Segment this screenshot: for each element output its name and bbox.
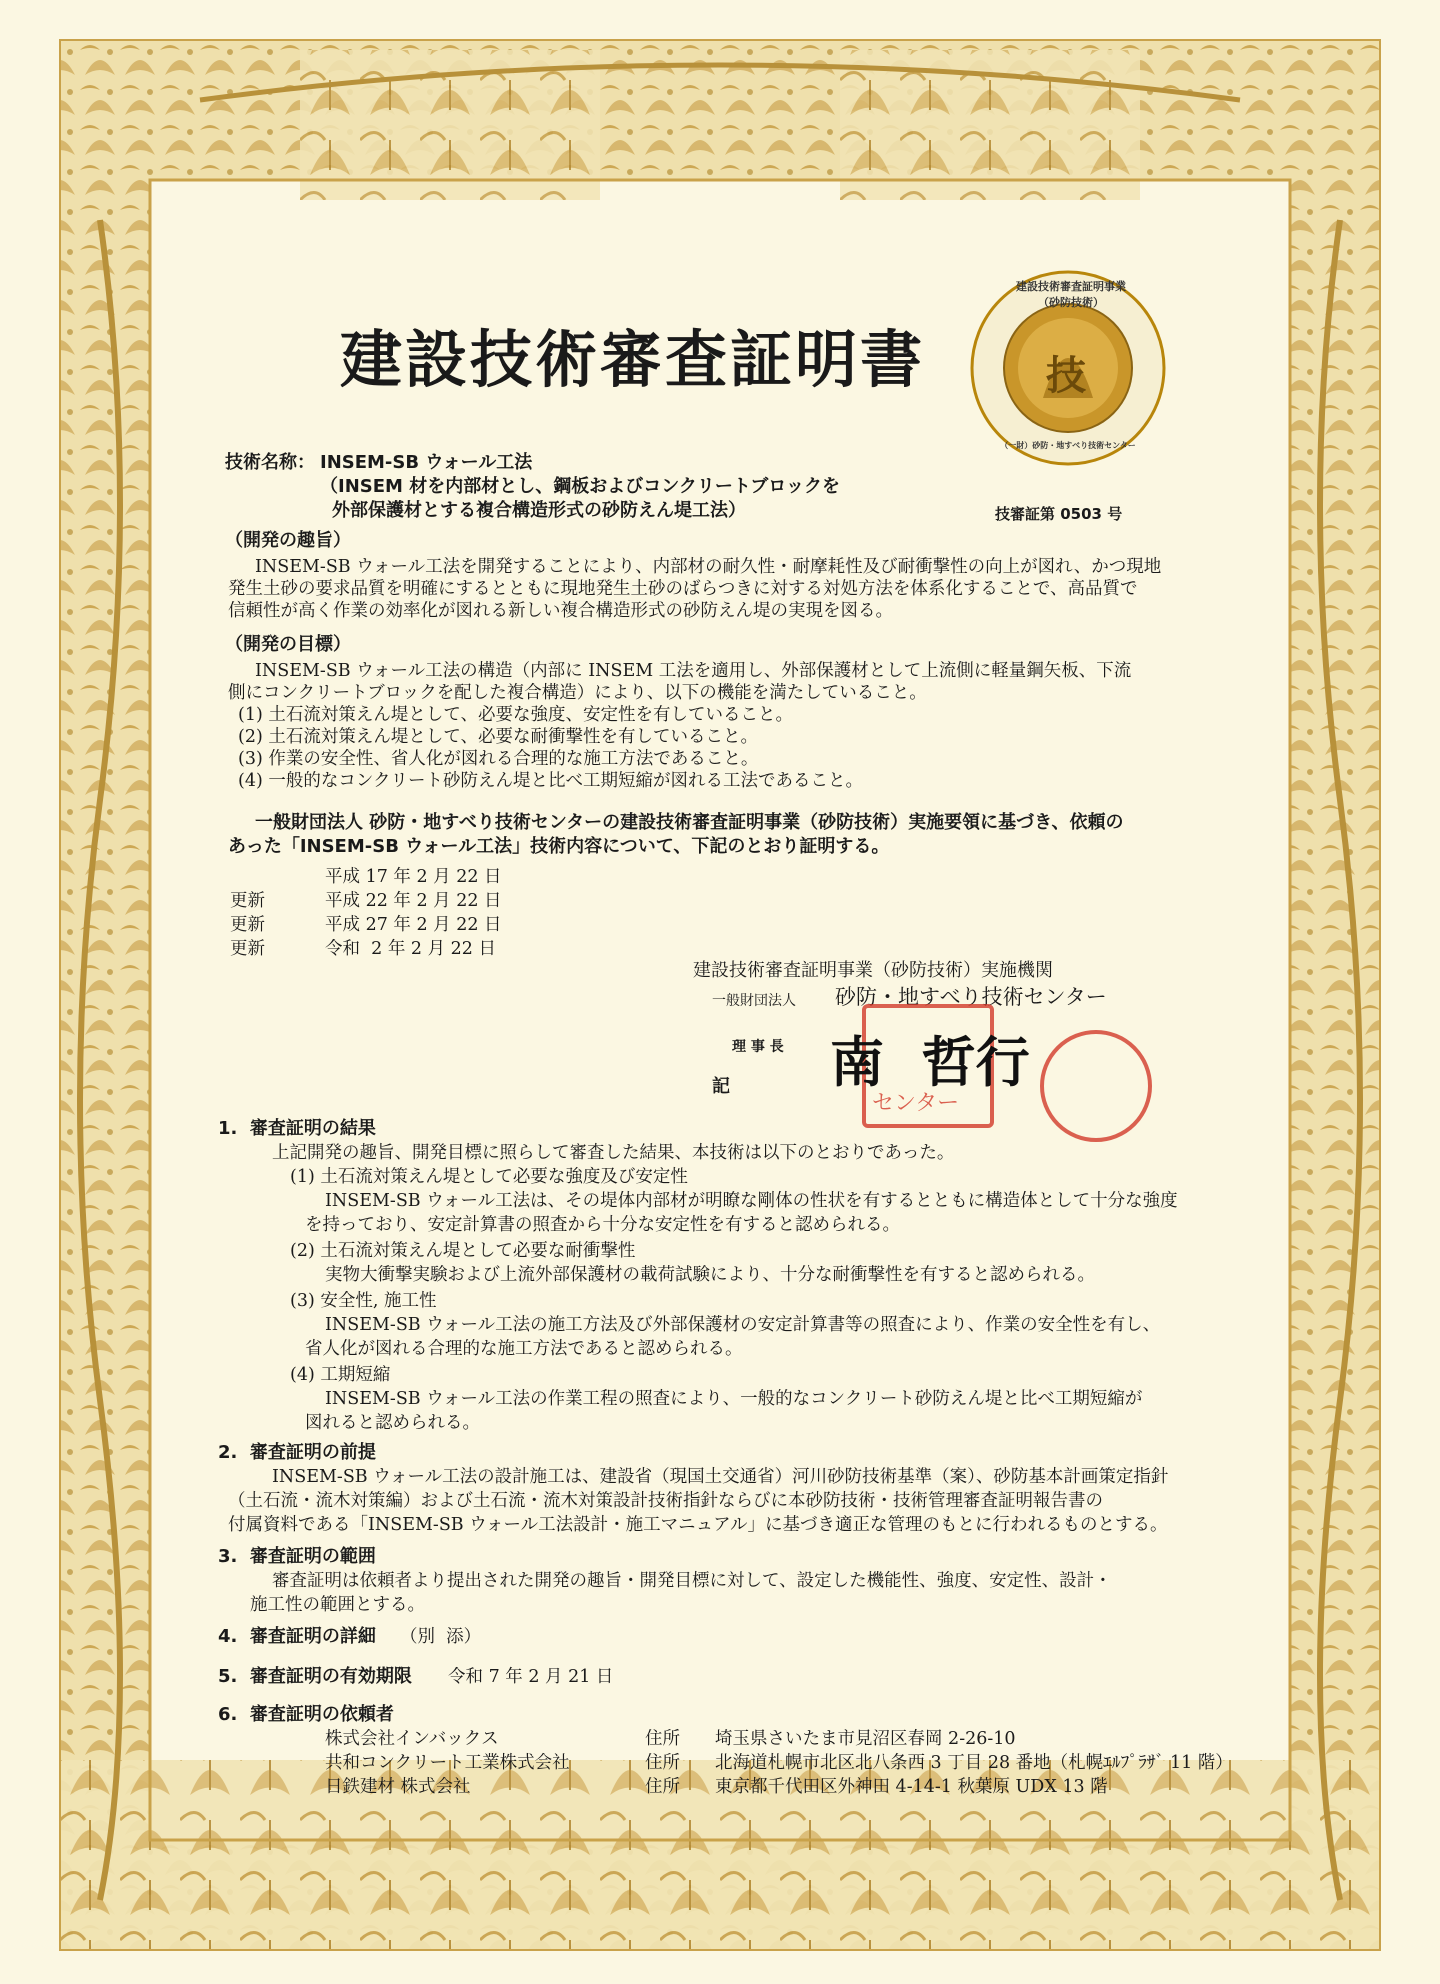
certification-seal — [968, 268, 1168, 468]
section-1-line: 図れると認められる。 — [305, 1413, 480, 1433]
goals-heading: （開発の目標） — [225, 634, 351, 655]
issuer-program: 建設技術審査証明事業（砂防技術）実施機関 — [693, 960, 1053, 981]
section-5-value: 令和 7 年 2 月 21 日 — [448, 1667, 614, 1687]
section-3-heading: 3. 審査証明の範囲 — [218, 1546, 376, 1567]
seal-text: 建設技術審査証明事業（砂防技術） — [1016, 280, 1126, 309]
goals-list-item: (4) 一般的なコンクリート砂防えん堤と比べ工期短縮が図れる工法であること。 — [238, 771, 863, 791]
issuer-org-type: 一般財団法人 — [712, 993, 796, 1009]
section-1-line: INSEM-SB ウォール工法の施工方法及び外部保護材の安定計算書等の照査により、作業の安全性を有し、 — [325, 1315, 1161, 1335]
section-1-line: 上記開発の趣旨、開発目標に照らして審査した結果、本技術は以下のとおりであった。 — [272, 1143, 955, 1163]
update-date: 平成 22 年 2 月 22 日 — [325, 891, 502, 911]
seal-org: （一財）砂防・地すべり技術センター — [1000, 441, 1136, 450]
update-date: 令和 2 年 2 月 22 日 — [325, 939, 496, 959]
requester-address: 北海道札幌市北区北八条西 3 丁目 28 番地（札幌ｴﾙﾌﾟﾗｻﾞ 11 階） — [715, 1753, 1233, 1773]
section-1-heading: 1. 審査証明の結果 — [218, 1118, 376, 1139]
requester-name: 共和コンクリート工業株式会社 — [325, 1753, 570, 1773]
section-1-line: (3) 安全性, 施工性 — [290, 1291, 437, 1311]
page-title: 建設技術審査証明書 — [340, 323, 926, 396]
section-1-line: INSEM-SB ウォール工法の作業工程の照査により、一般的なコンクリート砂防えん堤と比べ工期短縮が — [325, 1389, 1143, 1409]
section-1-line: (2) 土石流対策えん堤として必要な耐衝撃性 — [290, 1241, 636, 1261]
certification-statement-line: 一般財団法人 砂防・地すべり技術センターの建設技術審査証明事業（砂防技術）実施要領に基づき、依頼の — [255, 812, 1124, 833]
cert-number: 技審証第 0503 号 — [995, 505, 1123, 523]
stamp-text: センター — [872, 1091, 960, 1116]
section-4-heading: 4. 審査証明の詳細 — [218, 1626, 376, 1647]
tech-label: 技術名称： — [225, 452, 315, 473]
requester-name: 日鉄建材 株式会社 — [325, 1777, 471, 1797]
section-1-line: (1) 土石流対策えん堤として必要な強度及び安定性 — [290, 1167, 688, 1187]
requester-address: 東京都千代田区外神田 4-14-1 秋葉原 UDX 13 階 — [715, 1777, 1108, 1797]
update-label: 更新 — [230, 891, 265, 911]
issuer-title: 理 事 長 — [732, 1039, 784, 1055]
section-1-line: (4) 工期短縮 — [290, 1365, 391, 1385]
goals-list-item: (1) 土石流対策えん堤として、必要な強度、安定性を有していること。 — [238, 705, 793, 725]
tech-name: INSEM-SB ウォール工法 — [320, 452, 533, 473]
requester-address-label: 住所 — [645, 1753, 680, 1773]
purpose-text-line: 発生土砂の要求品質を明確にするとともに現地発生土砂のばらつきに対する対処方法を体系化することで、高品質で — [228, 579, 1138, 599]
section-3-line: 施工性の範囲とする。 — [250, 1595, 425, 1615]
issuer-org-name: 砂防・地すべり技術センター — [835, 985, 1107, 1009]
goals-list-item: (2) 土石流対策えん堤として、必要な耐衝撃性を有していること。 — [238, 727, 758, 747]
purpose-heading: （開発の趣旨） — [225, 530, 351, 551]
update-label: 更新 — [230, 939, 265, 959]
certification-statement-line: あった「INSEM-SB ウォール工法」技術内容について、下記のとおり証明する。 — [228, 836, 890, 857]
update-label: 更新 — [230, 915, 265, 935]
ki-mark: 記 — [712, 1076, 730, 1097]
tech-desc-line2: 外部保護材とする複合構造形式の砂防えん堤工法） — [332, 500, 746, 521]
section-1-line: 省人化が図れる合理的な施工方法であると認められる。 — [305, 1339, 743, 1359]
director-stamp — [1040, 1030, 1152, 1142]
section-2-line: （土石流・流木対策編）および土石流・流木対策設計技術指針ならびに本砂防技術・技術管理審査証明報告書の — [228, 1491, 1103, 1511]
tech-desc-line1: （INSEM 材を内部材とし、鋼板およびコンクリートブロックを — [320, 476, 840, 497]
requester-address: 埼玉県さいたま市見沼区春岡 2-26-10 — [715, 1729, 1016, 1749]
signature: 南 哲行 — [830, 1030, 1030, 1094]
section-1-line: 実物大衝撃実験および上流外部保護材の載荷試験により、十分な耐衝撃性を有すると認められる。 — [325, 1265, 1095, 1285]
section-1-line: INSEM-SB ウォール工法は、その堤体内部材が明瞭な剛体の性状を有するとともに構造体として十分な強度 — [325, 1191, 1178, 1211]
section-6-heading: 6. 審査証明の依頼者 — [218, 1704, 394, 1725]
goals-text-line: 側にコンクリートブロックを配した複合構造）により、以下の機能を満たしていること。 — [228, 683, 927, 703]
section-3-line: 審査証明は依頼者より提出された開発の趣旨・開発目標に対して、設定した機能性、強度、安定性、設計・ — [272, 1571, 1112, 1591]
purpose-text-line: INSEM-SB ウォール工法を開発することにより、内部材の耐久性・耐摩耗性及び耐衝撃性の向上が図れ、かつ現地 — [255, 557, 1162, 577]
issue-date: 平成 17 年 2 月 22 日 — [325, 867, 502, 887]
requester-name: 株式会社インバックス — [325, 1729, 499, 1749]
seal-center-glyph: 技 — [1046, 353, 1086, 399]
purpose-text-line: 信頼性が高く作業の効率化が図れる新しい複合構造形式の砂防えん堤の実現を図る。 — [228, 601, 893, 621]
section-2-line: 付属資料である「INSEM-SB ウォール工法設計・施工マニュアル」に基づき適正な管理のもとに行われるものとする。 — [228, 1515, 1168, 1535]
section-4-value: （別 添） — [400, 1627, 482, 1647]
section-2-heading: 2. 審査証明の前提 — [218, 1442, 376, 1463]
goals-list-item: (3) 作業の安全性、省人化が図れる合理的な施工方法であること。 — [238, 749, 759, 769]
update-date: 平成 27 年 2 月 22 日 — [325, 915, 502, 935]
section-1-line: を持っており、安定計算書の照査から十分な安定性を有すると認められる。 — [305, 1215, 900, 1235]
requester-address-label: 住所 — [645, 1729, 680, 1749]
section-5-heading: 5. 審査証明の有効期限 — [218, 1666, 412, 1687]
requester-address-label: 住所 — [645, 1777, 680, 1797]
section-2-line: INSEM-SB ウォール工法の設計施工は、建設省（現国土交通省）河川砂防技術基準（案）、砂防基本計画策定指針 — [272, 1467, 1169, 1487]
goals-text-line: INSEM-SB ウォール工法の構造（内部に INSEM 工法を適用し、外部保護材として上流側に軽量鋼矢板、下流 — [255, 661, 1132, 681]
